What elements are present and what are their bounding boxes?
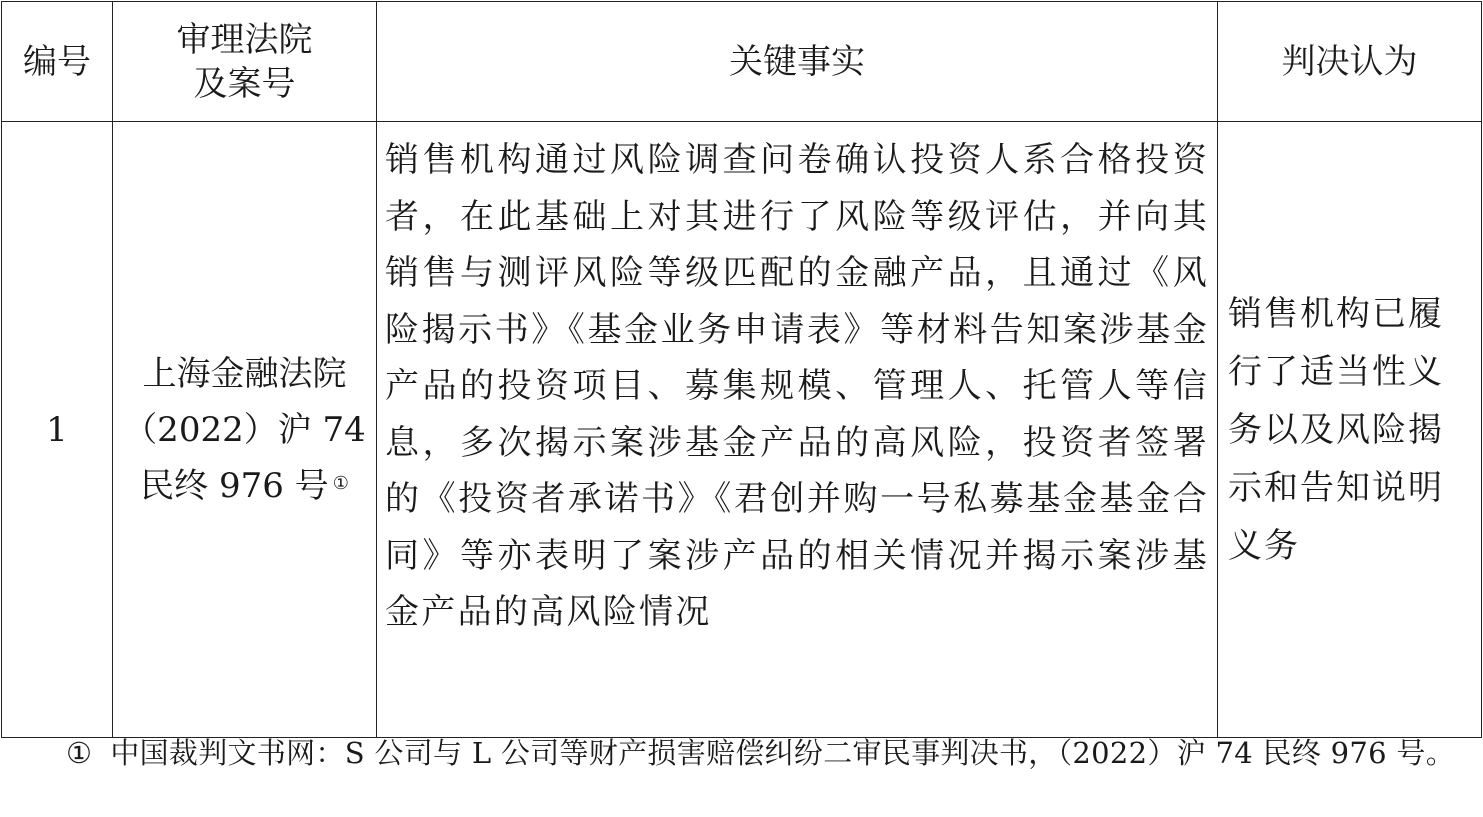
case-number-part1: （2022）沪 74 [123,409,366,450]
table-row [2,122,1482,738]
footnote [4,727,1480,779]
case-table [1,1,1482,738]
header-number [2,2,113,122]
cell-judgment [1218,122,1482,738]
header-court [113,2,377,122]
header-judgment-label: 判决认为 [1281,41,1418,82]
header-judgment [1218,2,1482,122]
case-number: 1 [46,409,68,450]
header-facts-label: 关键事实 [729,41,865,82]
judgment-text: 销售机构已履行了适当性义务以及风险揭示和告知说明义务 [1228,293,1444,566]
case-number-part2-wrap [117,458,372,514]
header-court-line2: 及案号 [193,63,296,104]
cell-court [113,122,377,738]
header-number-label: 编号 [23,41,91,82]
court-name: 上海金融法院 [142,353,347,394]
header-court-line1: 审理法院 [176,19,313,60]
case-number-part2: 民终 976 号 [140,465,329,506]
cell-number [2,122,113,738]
header-facts [377,2,1218,122]
footnote-marker: ① [66,736,93,770]
cell-facts [377,122,1218,738]
footnote-reference: ① [332,472,349,494]
key-facts-text: 销售机构通过风险调查问卷确认投资人系合格投资者，在此基础上对其进行了风险等级评估，并向其销售与测评风险等级匹配的金融产品，且通过《风险揭示书》《基金业务申请表》等材料告知案涉基金产品的投资项目、募集规模、管理人、托管人等信息，多次揭示案涉基金产品的高风险，投资者签署的《投资者承诺书》《君创并购一号私募基金基金合同》等亦表明了案涉产品的相关情况并揭示案涉基金产品的高风险情况 [385,140,1209,632]
footnote-text: 中国裁判文书网：S 公司与 L 公司等财产损害赔偿纠纷二审民事判决书，（2022）沪 74 民终 976 号。 [110,736,1456,770]
header-row [2,2,1482,122]
